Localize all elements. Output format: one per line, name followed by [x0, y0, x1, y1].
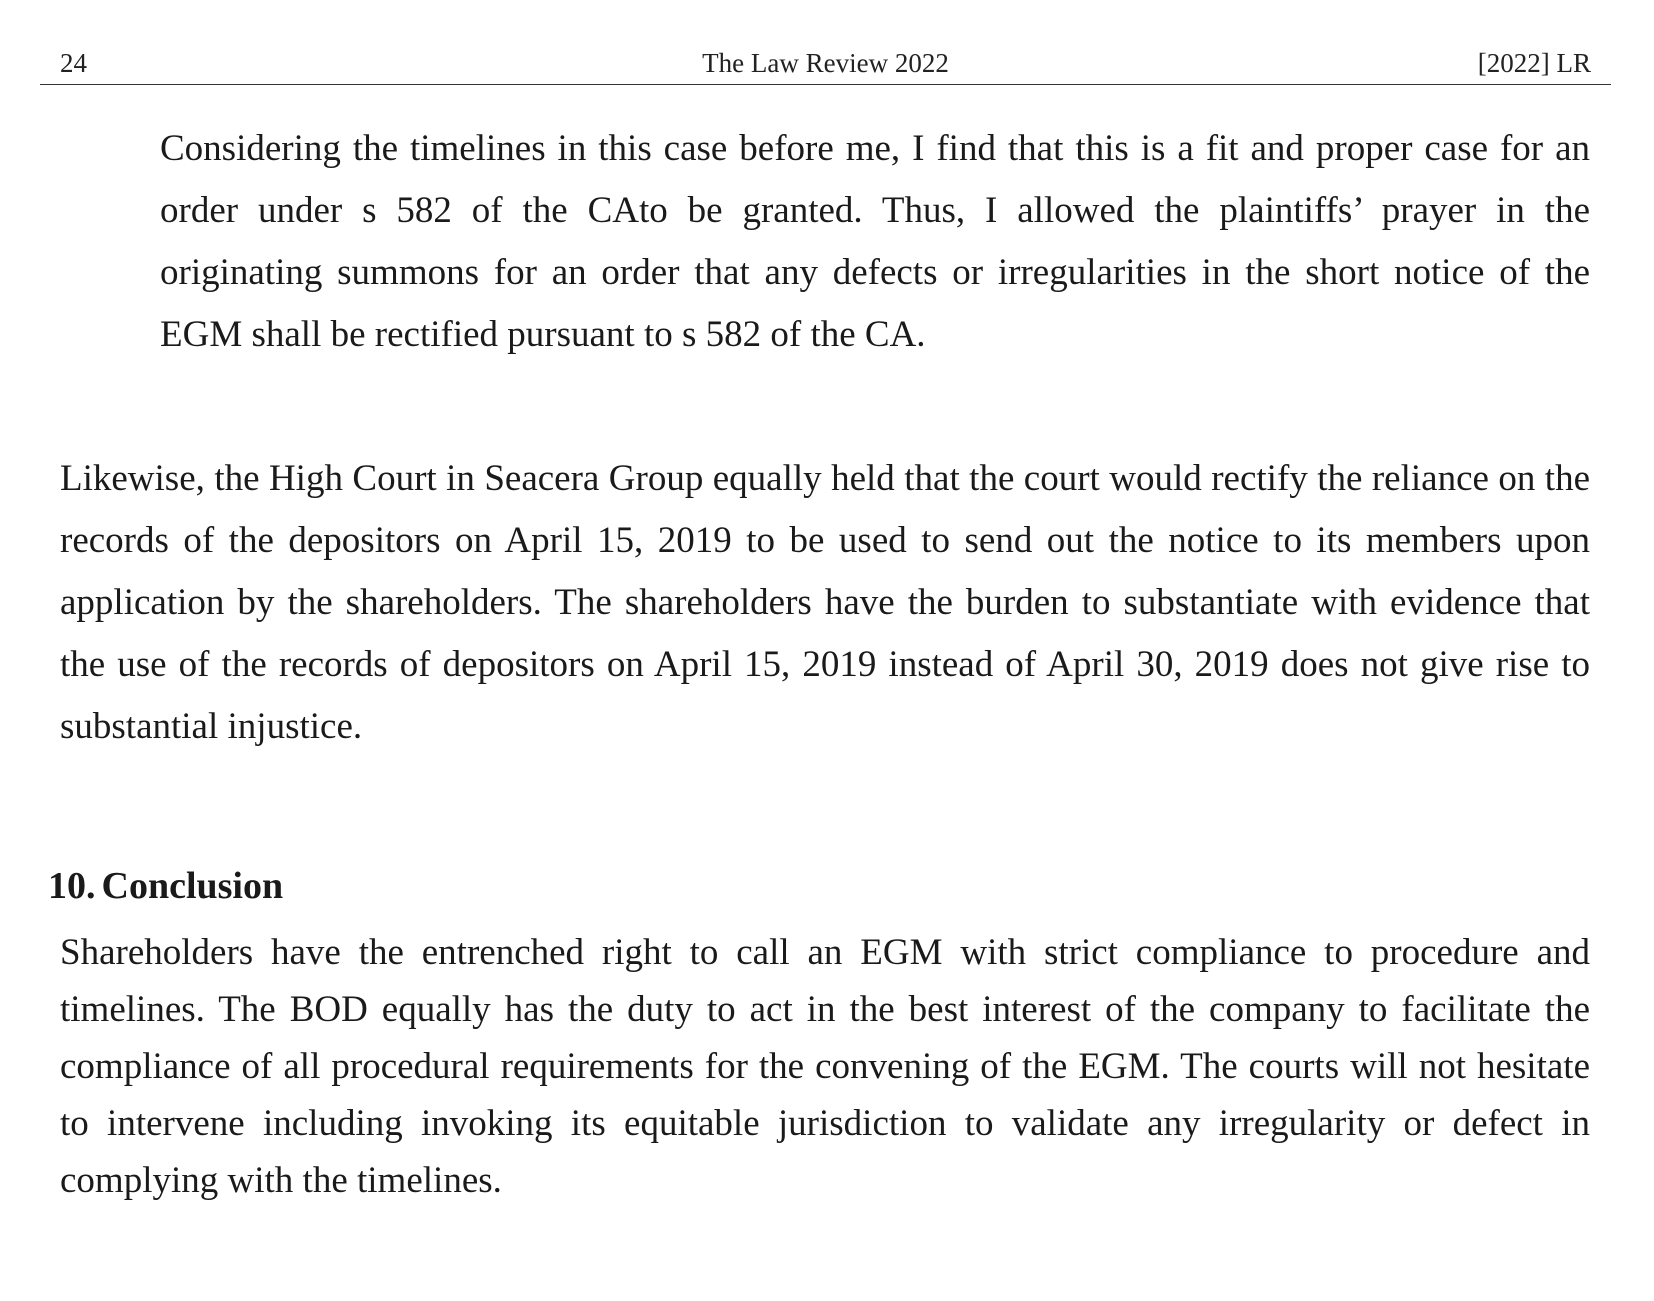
section-number: 10. [48, 865, 96, 907]
running-header [40, 46, 1611, 86]
page-number: 24 [60, 48, 87, 78]
section-title: Conclusion [101, 865, 284, 907]
header-rule [40, 84, 1611, 85]
journal-title: The Law Review 2022 [702, 48, 949, 78]
body-paragraph-likewise: Likewise, the High Court in Seacera Group equally held that the court would rectify the reliance on the records of the depositors on April 15, 2019 to be used to send out the notice to its members upon application by the shareholders. The shareholders have the burden to substantiate with evidence that the use of the records of depositors on April 15, 2019 instead of April 30, 2019 does not give rise to substantial injustice. [60, 458, 1590, 747]
journal-citation: [2022] LR [1477, 48, 1591, 78]
block-quote: Considering the timelines in this case before me, I find that this is a fit and proper case for an order under s 582 of the CAto be granted. Thus, I allowed the plaintiffs’ prayer in the originating summons for an order that any defects or irregularities in the short notice of the EGM shall be rectified pursuant to s 582 of the CA. [160, 128, 1590, 355]
body-paragraph-conclusion: Shareholders have the entrenched right to call an EGM with strict compliance to procedure and timelines. The BOD equally has the duty to act in the best interest of the company to facilitate the compliance of all procedural requirements for the convening of the EGM. The courts will not hesitate to intervene including invoking its equitable jurisdiction to validate any irregularity or defect in complying with the timelines. [60, 932, 1590, 1201]
section-heading [48, 862, 283, 910]
